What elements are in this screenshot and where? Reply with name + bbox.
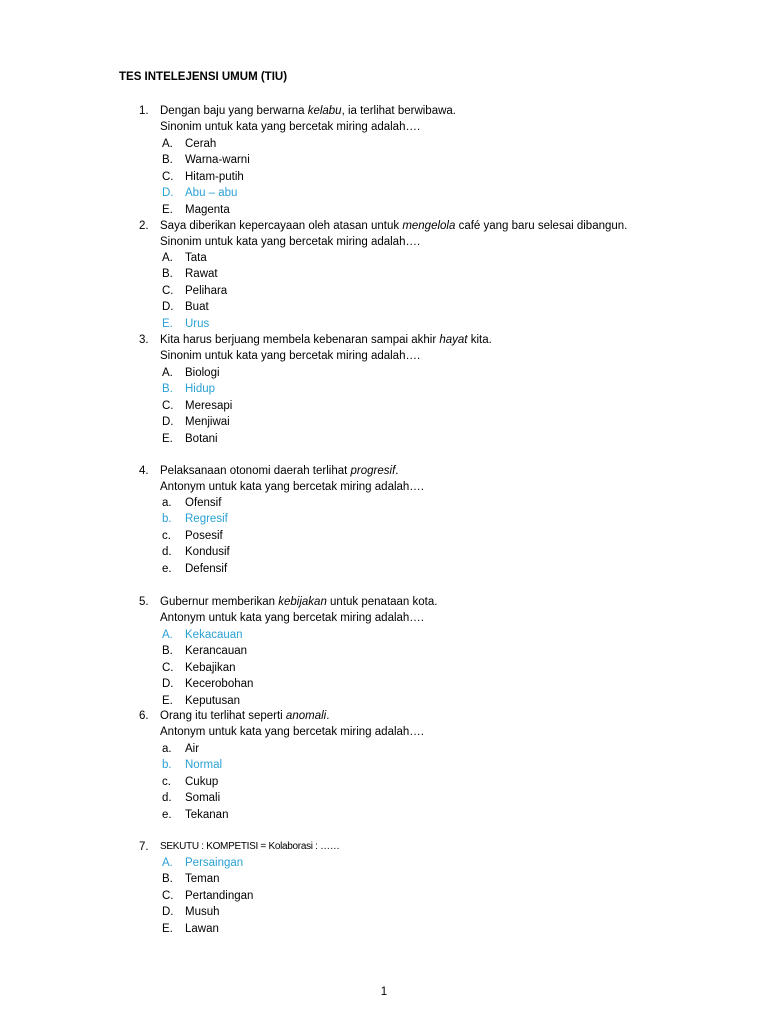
stem-text-after: , ia terlihat berwibawa. bbox=[341, 105, 456, 117]
option-letter: B. bbox=[162, 645, 173, 658]
question-number: 1. bbox=[139, 105, 149, 117]
option-text: Tekanan bbox=[185, 808, 229, 821]
option-text: Meresapi bbox=[185, 399, 233, 412]
option bbox=[0, 528, 768, 544]
option bbox=[0, 561, 768, 577]
option-text: Posesif bbox=[185, 529, 223, 542]
option-letter: D. bbox=[162, 678, 174, 691]
option-correct bbox=[0, 855, 768, 871]
option-correct bbox=[0, 511, 768, 527]
option bbox=[0, 398, 768, 414]
stem-italic-word: kelabu bbox=[307, 105, 342, 117]
stem-text-after: untuk penataan kota. bbox=[326, 596, 438, 608]
option bbox=[0, 414, 768, 430]
stem-text-before: Dengan baju yang berwarna bbox=[160, 105, 308, 117]
option-text: Warna-warni bbox=[185, 154, 250, 167]
option-letter: E. bbox=[162, 203, 173, 216]
option-letter: a. bbox=[162, 497, 172, 509]
option-letter: C. bbox=[162, 399, 174, 412]
option bbox=[0, 136, 768, 152]
option bbox=[0, 431, 768, 447]
option bbox=[0, 904, 768, 920]
stem-text-before: Pelaksanaan otonomi daerah terlihat bbox=[160, 465, 351, 477]
option bbox=[0, 250, 768, 266]
option-text: Buat bbox=[185, 301, 209, 314]
option-text: Ofensif bbox=[185, 497, 222, 509]
option-letter: A. bbox=[162, 857, 173, 869]
option-letter: C. bbox=[162, 170, 174, 183]
question-stem bbox=[160, 103, 456, 119]
stem-text-after: kita. bbox=[467, 334, 492, 346]
question-instruction: Antonym untuk kata yang bercetak miring adalah…. bbox=[160, 481, 425, 493]
option-letter: C. bbox=[162, 661, 174, 674]
stem-text-after: . bbox=[326, 710, 330, 722]
question-stem bbox=[160, 218, 627, 234]
option-letter: D. bbox=[162, 416, 174, 429]
option-text: Biologi bbox=[185, 367, 220, 379]
option-text: Cukup bbox=[185, 775, 219, 788]
option-letter: D. bbox=[162, 301, 174, 314]
question-stem bbox=[160, 332, 492, 348]
option-letter: E. bbox=[162, 922, 173, 935]
option-text: Urus bbox=[185, 317, 210, 330]
question-number: 4. bbox=[139, 465, 149, 477]
option-letter: A. bbox=[162, 138, 173, 150]
stem-text-before: Orang itu terlihat seperti bbox=[160, 710, 286, 722]
option-text: Rawat bbox=[185, 268, 218, 281]
option-letter: c. bbox=[162, 775, 171, 788]
option-letter: E. bbox=[162, 432, 173, 445]
option-letter: A. bbox=[162, 252, 173, 264]
stem-text-before: Gubernur memberikan bbox=[160, 596, 279, 608]
option-text: Kecerobohan bbox=[185, 678, 254, 691]
option-letter: b. bbox=[162, 513, 172, 526]
option-letter: B. bbox=[162, 154, 173, 167]
option-correct bbox=[0, 381, 768, 397]
stem-text-before: Kita harus berjuang membela kebenaran sampai akhir bbox=[160, 334, 440, 346]
stem-text-before: Saya diberikan kepercayaan oleh atasan untuk bbox=[160, 220, 403, 232]
option-letter: A. bbox=[162, 367, 173, 379]
option bbox=[0, 660, 768, 676]
option bbox=[0, 365, 768, 381]
stem-italic-word: mengelola bbox=[402, 220, 456, 232]
option bbox=[0, 169, 768, 185]
option-letter: a. bbox=[162, 743, 172, 755]
stem-text-after: café yang baru selesai dibangun. bbox=[455, 220, 628, 232]
option bbox=[0, 807, 768, 823]
option bbox=[0, 676, 768, 692]
option-text: Hidup bbox=[185, 383, 216, 396]
option-text: Cerah bbox=[185, 138, 217, 150]
option bbox=[0, 266, 768, 282]
option bbox=[0, 741, 768, 757]
option-letter: C. bbox=[162, 284, 174, 297]
option-text: Pertandingan bbox=[185, 889, 254, 902]
question-number: 6. bbox=[139, 710, 149, 722]
option-text: Menjiwai bbox=[185, 416, 230, 429]
option-text: Musuh bbox=[185, 906, 220, 919]
stem-italic-word: progresif bbox=[350, 465, 396, 477]
option bbox=[0, 774, 768, 790]
option bbox=[0, 299, 768, 315]
option-text: Defensif bbox=[185, 562, 228, 575]
option-letter: b. bbox=[162, 759, 172, 772]
stem-italic-word: kebijakan bbox=[278, 596, 327, 608]
option-letter: B. bbox=[162, 873, 173, 886]
option-text: Lawan bbox=[185, 922, 219, 935]
option bbox=[0, 643, 768, 659]
stem-text-after: . bbox=[395, 465, 399, 477]
option-letter: B. bbox=[162, 268, 173, 281]
option-text: Abu – abu bbox=[185, 187, 238, 200]
option-text: Kekacauan bbox=[185, 629, 243, 641]
option bbox=[0, 871, 768, 887]
option bbox=[0, 495, 768, 511]
option-text: Kerancauan bbox=[185, 645, 248, 658]
option-text: Tata bbox=[185, 252, 207, 264]
option-correct bbox=[0, 757, 768, 773]
question-instruction: Antonym untuk kata yang bercetak miring adalah…. bbox=[160, 726, 425, 738]
question-stem bbox=[160, 594, 437, 610]
option-letter: e. bbox=[162, 562, 172, 575]
question-number: 3. bbox=[139, 334, 149, 346]
option-correct bbox=[0, 316, 768, 332]
page-number: 1 bbox=[380, 986, 388, 998]
question-instruction: Sinonim untuk kata yang bercetak miring adalah…. bbox=[160, 236, 421, 248]
stem-text-before: SEKUTU : KOMPETISI = Kolaborasi : …… bbox=[160, 841, 340, 852]
option bbox=[0, 693, 768, 709]
option-text: Magenta bbox=[185, 203, 230, 216]
option-letter: E. bbox=[162, 317, 173, 330]
question-number: 2. bbox=[139, 220, 149, 232]
question-stem bbox=[160, 708, 329, 724]
option-text: Pelihara bbox=[185, 284, 228, 297]
option bbox=[0, 544, 768, 560]
page-title: TES INTELEJENSI UMUM (TIU) bbox=[119, 71, 288, 83]
option-text: Keputusan bbox=[185, 694, 240, 707]
question-number: 5. bbox=[139, 596, 149, 608]
option-text: Air bbox=[185, 743, 200, 755]
option-letter: C. bbox=[162, 889, 174, 902]
question-instruction: Sinonim untuk kata yang bercetak miring adalah…. bbox=[160, 121, 421, 133]
option bbox=[0, 790, 768, 806]
question-stem bbox=[160, 463, 398, 479]
option-text: Persaingan bbox=[185, 857, 244, 869]
option-letter: E. bbox=[162, 694, 173, 707]
option-text: Botani bbox=[185, 432, 218, 445]
option-letter: A. bbox=[162, 629, 173, 641]
option-text: Hitam-putih bbox=[185, 170, 244, 183]
option bbox=[0, 152, 768, 168]
stem-italic-word: anomali bbox=[285, 710, 327, 722]
question-instruction: Sinonim untuk kata yang bercetak miring adalah…. bbox=[160, 350, 421, 362]
option-text: Kondusif bbox=[185, 546, 230, 559]
option-text: Teman bbox=[185, 873, 220, 886]
option-text: Normal bbox=[185, 759, 223, 772]
question-number: 7. bbox=[139, 841, 149, 853]
question-instruction: Antonym untuk kata yang bercetak miring adalah…. bbox=[160, 612, 425, 624]
option-correct bbox=[0, 627, 768, 643]
option bbox=[0, 283, 768, 299]
option-correct bbox=[0, 185, 768, 201]
option-text: Somali bbox=[185, 792, 221, 805]
stem-italic-word: hayat bbox=[439, 334, 468, 346]
option bbox=[0, 888, 768, 904]
option-text: Kebajikan bbox=[185, 661, 236, 674]
option-letter: D. bbox=[162, 906, 174, 919]
option bbox=[0, 921, 768, 937]
question-stem bbox=[160, 839, 340, 855]
option-letter: d. bbox=[162, 792, 172, 805]
option-letter: B. bbox=[162, 383, 173, 396]
option-text: Regresif bbox=[185, 513, 228, 526]
option-letter: c. bbox=[162, 529, 171, 542]
option-letter: D. bbox=[162, 187, 174, 200]
option-letter: e. bbox=[162, 808, 172, 821]
option-letter: d. bbox=[162, 546, 172, 559]
option bbox=[0, 202, 768, 218]
